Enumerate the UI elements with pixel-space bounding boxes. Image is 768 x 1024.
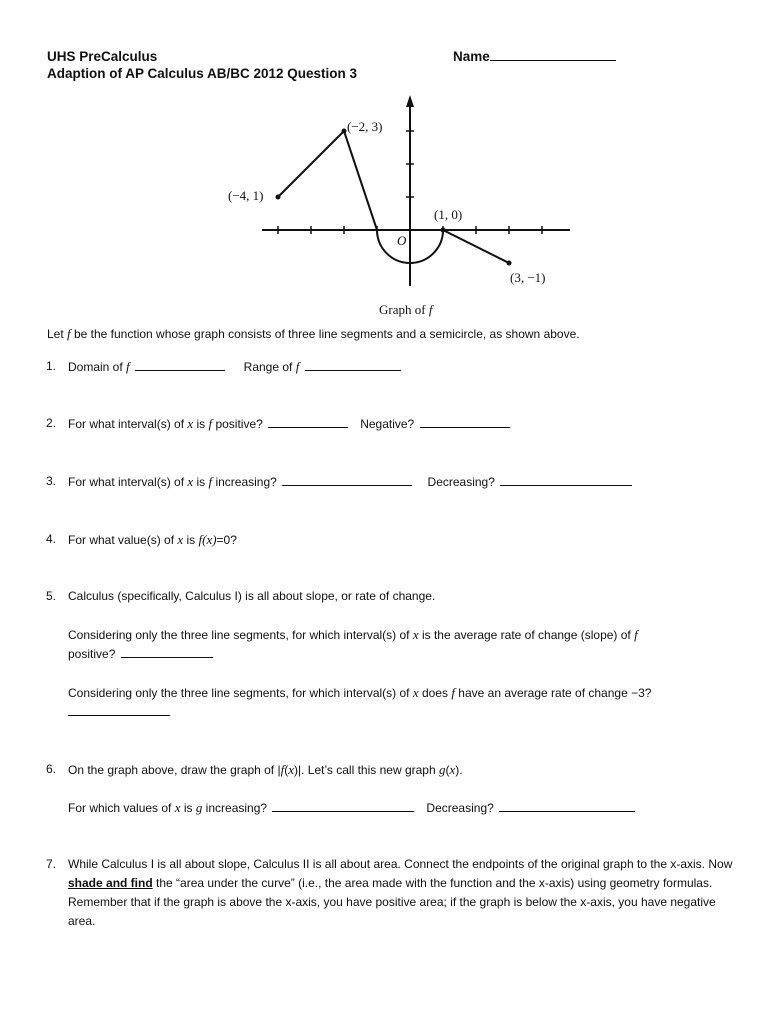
graph-caption: Graph of f xyxy=(379,302,433,317)
course-title: UHS PreCalculus xyxy=(47,49,158,64)
function-curve xyxy=(278,131,509,263)
shade-and-find-emphasis: shade and find xyxy=(68,876,153,890)
function-graph xyxy=(220,92,570,324)
point-neg2-3 xyxy=(342,129,347,134)
negative-blank[interactable] xyxy=(420,415,510,428)
name-blank[interactable] xyxy=(490,48,616,61)
point-3-neg1 xyxy=(507,261,512,266)
q6-part-b: For which values of x is g increasing? Decreasing? xyxy=(68,798,758,818)
q5-part-b: Considering only the three line segments, for which interval(s) of x does f have an average rate of change −3? xyxy=(68,683,728,722)
segment-2 xyxy=(344,131,377,230)
label-neg2-3: (−2, 3) xyxy=(347,119,383,134)
label-1-0: (1, 0) xyxy=(434,207,463,222)
name-label: Name xyxy=(453,49,490,64)
label-neg4-1: (−4, 1) xyxy=(228,188,264,203)
increasing-blank[interactable] xyxy=(282,473,412,486)
y-axis-arrow-icon xyxy=(406,95,414,107)
positive-blank[interactable] xyxy=(268,415,348,428)
worksheet-subtitle: Adaption of AP Calculus AB/BC 2012 Question 3 xyxy=(47,66,358,81)
range-blank[interactable] xyxy=(305,358,401,371)
point-neg4-1 xyxy=(276,195,281,200)
name-field[interactable] xyxy=(453,48,616,65)
slope-neg3-blank[interactable] xyxy=(68,703,170,716)
q1-number: 1. xyxy=(46,359,57,373)
g-decreasing-blank[interactable] xyxy=(499,799,635,812)
g-increasing-blank[interactable] xyxy=(272,799,414,812)
domain-blank[interactable] xyxy=(135,358,225,371)
segment-1 xyxy=(278,131,344,197)
decreasing-blank[interactable] xyxy=(500,473,632,486)
intro-text: Let f be the function whose graph consists of three line segments and a semicircle, as shown above. xyxy=(47,326,580,341)
origin-label: O xyxy=(397,233,407,248)
header-left xyxy=(47,48,357,82)
segment-3 xyxy=(443,230,509,263)
slope-positive-blank[interactable] xyxy=(121,645,213,658)
point-1-0 xyxy=(441,228,446,233)
label-3-neg1: (3, −1) xyxy=(510,270,546,285)
q5-part-a: Considering only the three line segments, for which interval(s) of x is the average rate of change (slope) of f positive? xyxy=(68,627,638,661)
